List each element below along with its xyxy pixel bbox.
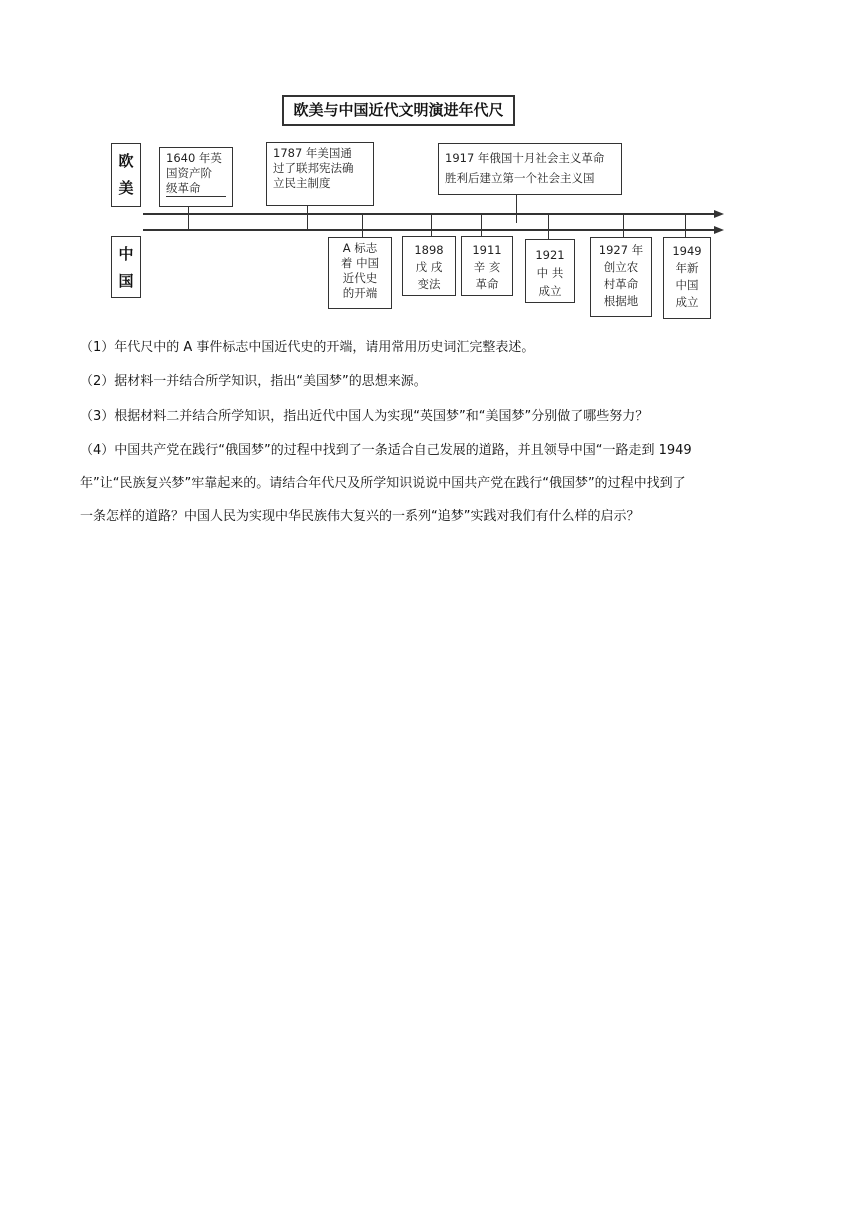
question-1: （1）年代尺中的 A 事件标志中国近代史的开端，请用常用历史词汇完整表述。	[80, 340, 535, 355]
event-a-line4: 的开端	[342, 286, 378, 300]
west-axis-arrow-icon	[714, 210, 724, 218]
tick-1921	[548, 213, 549, 239]
event-a-line2: 着 中国	[340, 256, 380, 270]
question-2: （2）据材料一并结合所学知识，指出“美国梦”的思想来源。	[80, 374, 427, 389]
event-box-1787	[266, 142, 374, 206]
event-1640-line3: 级革命	[166, 181, 226, 197]
event-1911-line3: 革命	[475, 277, 499, 291]
question-3: （3）根据材料二并结合所学知识，指出近代中国人为实现“英国梦”和“美国梦”分别做了哪些努力？	[80, 409, 649, 424]
event-1927-line3: 村革命	[603, 277, 639, 291]
tick-1640	[188, 206, 189, 230]
tick-1787	[307, 206, 308, 230]
tick-1949	[685, 213, 686, 237]
china-row-label	[111, 236, 141, 298]
tick-1927	[623, 213, 624, 237]
event-1949-line3: 中国	[675, 278, 699, 292]
tick-1898	[431, 213, 432, 237]
event-1921-line1: 1921	[535, 248, 565, 262]
event-box-1898	[402, 236, 456, 296]
event-1949-line4: 成立	[675, 295, 699, 309]
event-1898-line1: 1898	[414, 243, 444, 257]
event-box-1949	[663, 237, 711, 319]
china-label-char-2: 国	[118, 272, 134, 290]
event-1898-line3: 变法	[417, 277, 441, 291]
event-box-1640	[159, 147, 233, 207]
west-timeline-axis	[143, 213, 715, 215]
west-label-char-1: 欧	[118, 152, 134, 170]
question-4-line-2: 年”让“民族复兴梦”牢靠起来的。请结合年代尺及所学知识说说中国共产党在践行“俄国梦”的过程中找到了	[80, 476, 686, 491]
event-1787-line1: 1787 年美国通	[273, 146, 352, 160]
event-1787-line2: 过了联邦宪法确	[273, 161, 354, 175]
timeline-title: 欧美与中国近代文明演进年代尺	[282, 95, 515, 126]
question-4-line-3: 一条怎样的道路？中国人民为实现中华民族伟大复兴的一系列“追梦”实践对我们有什么样的启示？	[80, 509, 640, 524]
event-1927-line4: 根据地	[603, 294, 639, 308]
event-1917-line1: 1917 年俄国十月社会主义革命	[445, 151, 605, 165]
tick-1911	[481, 213, 482, 237]
event-1898-line2: 戊 戌	[415, 260, 443, 274]
event-a-line3: 近代史	[342, 271, 378, 285]
event-box-1921	[525, 239, 575, 303]
china-axis-arrow-icon	[714, 226, 724, 234]
event-1921-line2: 中 共	[536, 266, 564, 280]
event-1640-line1: 1640 年英	[166, 151, 222, 165]
event-1949-line2: 年新	[675, 261, 699, 275]
event-1787-line3: 立民主制度	[273, 176, 331, 190]
question-4-line-1: （4）中国共产党在践行“俄国梦”的过程中找到了一条适合自己发展的道路，并且领导中国“一路走到 1949	[80, 443, 692, 458]
west-row-label	[111, 143, 141, 207]
event-1911-line1: 1911	[472, 243, 502, 257]
china-label-char-1: 中	[118, 245, 134, 263]
event-box-a	[328, 237, 392, 309]
tick-1917	[516, 193, 517, 223]
event-1911-line2: 辛 亥	[473, 260, 501, 274]
west-label-char-2: 美	[118, 179, 134, 197]
event-1927-line1: 1927 年	[598, 243, 644, 257]
tick-a	[362, 213, 363, 237]
event-box-1927	[590, 237, 652, 317]
event-1927-line2: 创立农	[603, 260, 639, 274]
event-a-line1: A 标志	[342, 241, 378, 255]
event-1921-line3: 成立	[538, 284, 562, 298]
event-1949-line1: 1949	[672, 244, 702, 258]
event-box-1911	[461, 236, 513, 296]
china-timeline-axis	[143, 229, 715, 231]
event-1917-line2: 胜利后建立第一个社会主义国	[445, 171, 595, 185]
event-box-1917	[438, 143, 622, 195]
event-1640-line2: 国资产阶	[166, 166, 212, 180]
